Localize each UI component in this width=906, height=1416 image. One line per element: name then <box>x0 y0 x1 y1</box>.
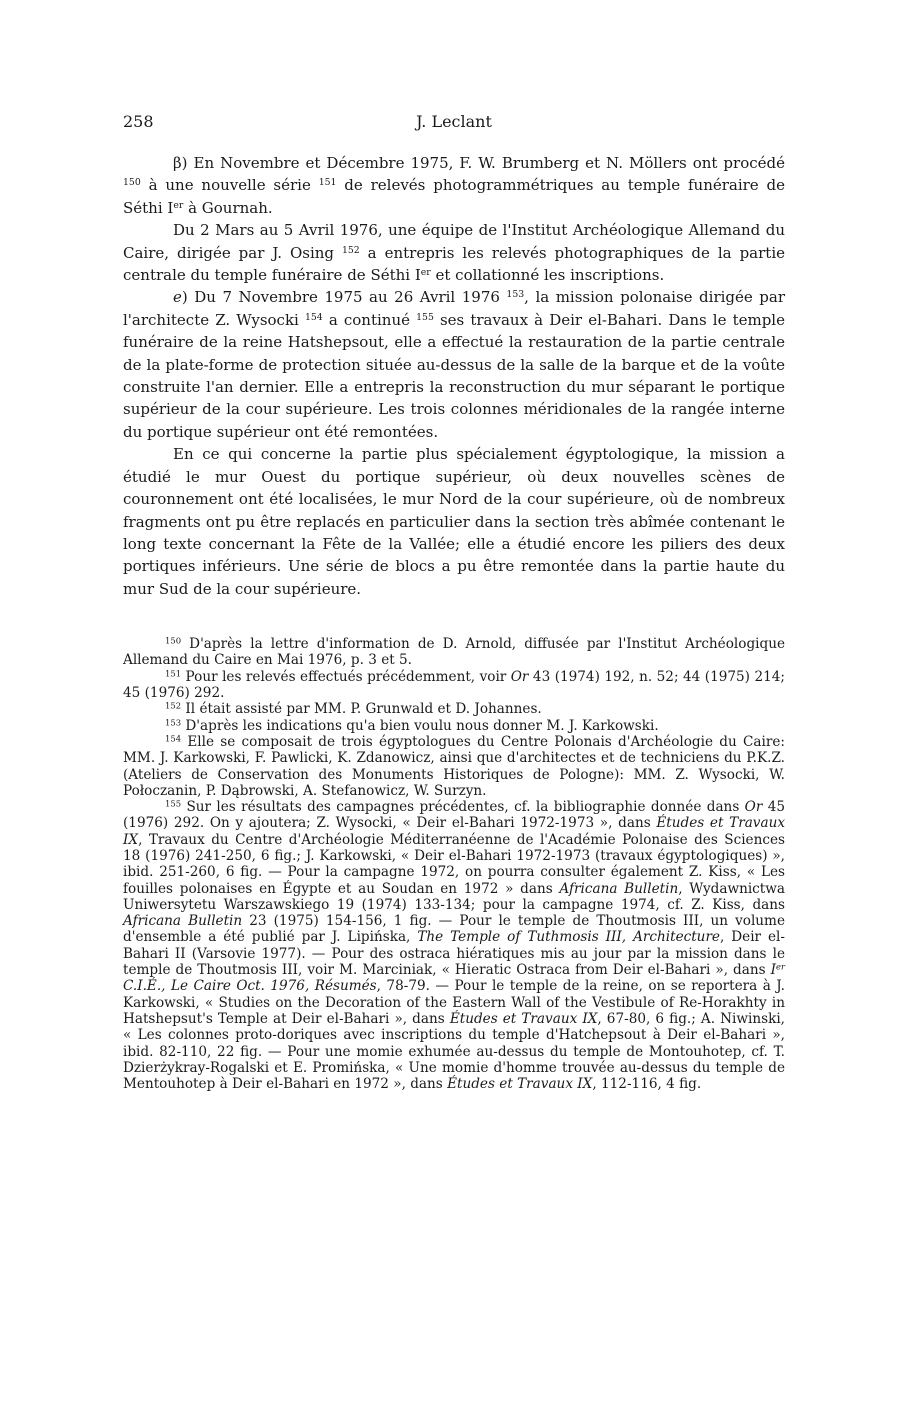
paragraph <box>123 443 785 600</box>
text-run: The Temple of Tuthmosis III, Architecture <box>417 929 720 946</box>
text-run: D'après la lettre d'information de D. Arnold, diffusée par l'Institut Archéologique Allemand du Caire en Mai 1976, p. 3 et 5. <box>123 636 785 669</box>
text-run: D'après les indications qu'a bien voulu nous donner M. J. Karkowski. <box>181 717 659 734</box>
text-run: Africana Bulletin <box>559 880 679 897</box>
note-reference: er <box>420 266 431 278</box>
text-run: β) En Novembre et Décembre 1975, F. W. Brumberg et N. Möllers ont procédé <box>173 154 785 172</box>
text-run: 45 (1976) 292. On y ajoutera; Z. Wysocki, « Deir el-Bahari 1972-1973 », dans <box>123 799 785 832</box>
text-run: , la mission polonaise dirigée par l'architecte Z. Wysocki <box>123 288 785 329</box>
text-run: Il était assisté par MM. P. Grunwald et D. Johannes. <box>181 701 542 718</box>
text-run: Elle se composait de trois égyptologues du Centre Polonais d'Archéologie du Caire: MM. J. Karkowski, F. Pawlicki, K. Zdanowicz, ainsi que d'architectes et de techniciens du P.K.Z. (Ateliers de Conservation des Monuments Historiques de Pologne): MM. Z. Wysocki, W. Połoczanin, P. Dąbrowski, A. Stefanowicz, W. Surzyn. <box>123 733 785 799</box>
note-reference: 154 <box>304 311 323 323</box>
text-run: , 112-116, 4 fig. <box>592 1076 702 1093</box>
text-run: C.I.É., Le Caire Oct. 1976, Résumés <box>123 978 377 995</box>
text-run: , Deir el-Bahari II (Varsovie 1977). — Pour des ostraca hiératiques mis au jour par la mission dans le temple de Thoutmosis III, voir M. Marciniak, « Hieratic Ostraca from Deir el-Bahari », dans <box>123 929 785 979</box>
text-run: Études et Travaux IX <box>449 1010 598 1027</box>
text-run: ) Du 7 Novembre 1975 au 26 Avril 1976 <box>181 288 507 307</box>
note-reference: 153 <box>165 716 182 727</box>
body-text <box>123 152 785 600</box>
text-run: à une nouvelle série <box>140 176 319 195</box>
text-run: ses travaux à Deir el-Bahari. Dans le temple funéraire de la reine Hatshepsout, elle a effectué la restauration de la partie centrale de la plate-forme de protection située au-dessus de la salle de la barque et de la voûte construite l'an dernier. Elle a entrepris la reconstruction du mur séparant le portique supérieur de la cour supérieure. Les trois colonnes méridionales de la rangée interne du portique supérieur ont été remontées. <box>123 310 785 441</box>
text-run: et collationné les inscriptions. <box>430 266 665 285</box>
text-run: a entrepris les relevés photographiques de la partie centrale du temple funéraire de Séthi I <box>123 243 785 285</box>
text-run: Études et Travaux IX <box>123 815 785 848</box>
page-number: 258 <box>123 112 154 131</box>
text-run: Du 2 Mars au 5 Avril 1976, une équipe de l'Institut Archéologique Allemand du Caire, dirigée par J. Osing <box>123 221 785 262</box>
footnote <box>123 799 785 1092</box>
footnotes <box>123 636 785 1092</box>
footnote <box>123 718 785 734</box>
note-reference: 150 <box>165 635 182 646</box>
text-run: Pour les relevés effectués précédemment, voir <box>181 668 511 685</box>
note-reference: er <box>775 961 785 972</box>
note-reference: 153 <box>506 289 525 301</box>
text-run: En ce qui concerne la partie plus spécialement égyptologique, la mission a étudié le mur Ouest du portique supérieur, où deux nouvelles scènes de couronnement ont été localisées, le mur Nord de la cour supérieure, où de nombreux fragments ont pu être replacés en particulier dans la section très abîmée contenant le long texte concernant la Fête de la Vallée; elle a étudié encore les piliers des deux portiques inférieurs. Une série de blocs a pu être remontée dans la partie haute du mur Sud de la cour supérieure. <box>123 445 785 598</box>
note-reference: 151 <box>318 177 337 189</box>
text-run: à Gournah. <box>183 198 273 217</box>
paragraph <box>123 286 785 443</box>
footnote <box>123 669 785 702</box>
text-run: e <box>173 288 182 307</box>
note-reference: 154 <box>165 733 182 744</box>
text-run: , 78-79. — Pour le temple de la reine, on se reportera à J. Karkowski, « Studies on the Decoration of the Eastern Wall of the Vestibule of Re-Horakhty in Hatshepsut's Temple at Deir el-Bahari », dans <box>123 978 786 1027</box>
text-run: , 67-80, 6 fig.; A. Niwinski, « Les colonnes proto-doriques avec inscriptions du temple d'Hatchepsout à Deir el-Bahari », ibid. 82-110, 22 fig. — Pour une momie exhumée au-dessus du temple de Montouhotep, cf. T. Dzierżykray-Rogalski et E. Promińska, « Une momie d'homme trouvée au-dessus du temple de Mentouhotep à Deir el-Bahari en 1972 », dans <box>123 1010 785 1093</box>
text-run: de relevés photogrammétriques au temple funéraire de Séthi I <box>123 176 786 217</box>
text-run: a continué <box>322 310 417 329</box>
text-run: 43 (1974) 192, n. 52; 44 (1975) 214; 45 (1976) 292. <box>123 668 785 702</box>
text-run: Africana Bulletin <box>123 913 243 930</box>
footnote <box>123 701 785 717</box>
note-reference: 150 <box>123 177 141 189</box>
note-reference: er <box>173 199 184 211</box>
text-run: I <box>770 962 776 979</box>
note-reference: 152 <box>341 244 360 256</box>
text-run: Or <box>510 668 529 685</box>
note-reference: 151 <box>165 668 182 679</box>
text-run: , Wydawnictwa Uniwersytetu Warszawskiego 19 (1974) 133-134; pour la campagne 1974, cf. Z. Kiss, dans <box>123 880 785 913</box>
note-reference: 152 <box>165 700 182 711</box>
text-run: Or <box>744 799 763 816</box>
running-title: J. Leclant <box>416 112 492 131</box>
paragraph <box>123 219 785 286</box>
text-run: Études et Travaux IX <box>447 1076 593 1093</box>
text-run: Sur les résultats des campagnes précédentes, cf. la bibliographie donnée dans <box>181 799 745 816</box>
note-reference: 155 <box>416 311 434 323</box>
footnote <box>123 636 785 669</box>
text-run: 23 (1975) 154-156, 1 fig. — Pour le temple de Thoutmosis III, un volume d'ensemble a été publié par J. Lipińska, <box>123 913 785 946</box>
note-reference: 155 <box>165 798 182 809</box>
text-run: , Travaux du Centre d'Archéologie Méditerranéenne de l'Académie Polonaise des Sciences 18 (1976) 241-250, 6 fig.; J. Karkowski, « Deir el-Bahari 1972-1973 (travaux égyptologiques) », ibid. 251-260, 6 fig. — Pour la campagne 1972, on pourra consulter également Z. Kiss, « Les fouilles polonaises en Égypte et au Soudan en 1972 » dans <box>123 831 785 897</box>
paragraph <box>123 152 785 219</box>
footnote <box>123 734 785 799</box>
page-header <box>123 112 785 142</box>
page <box>123 112 785 1092</box>
